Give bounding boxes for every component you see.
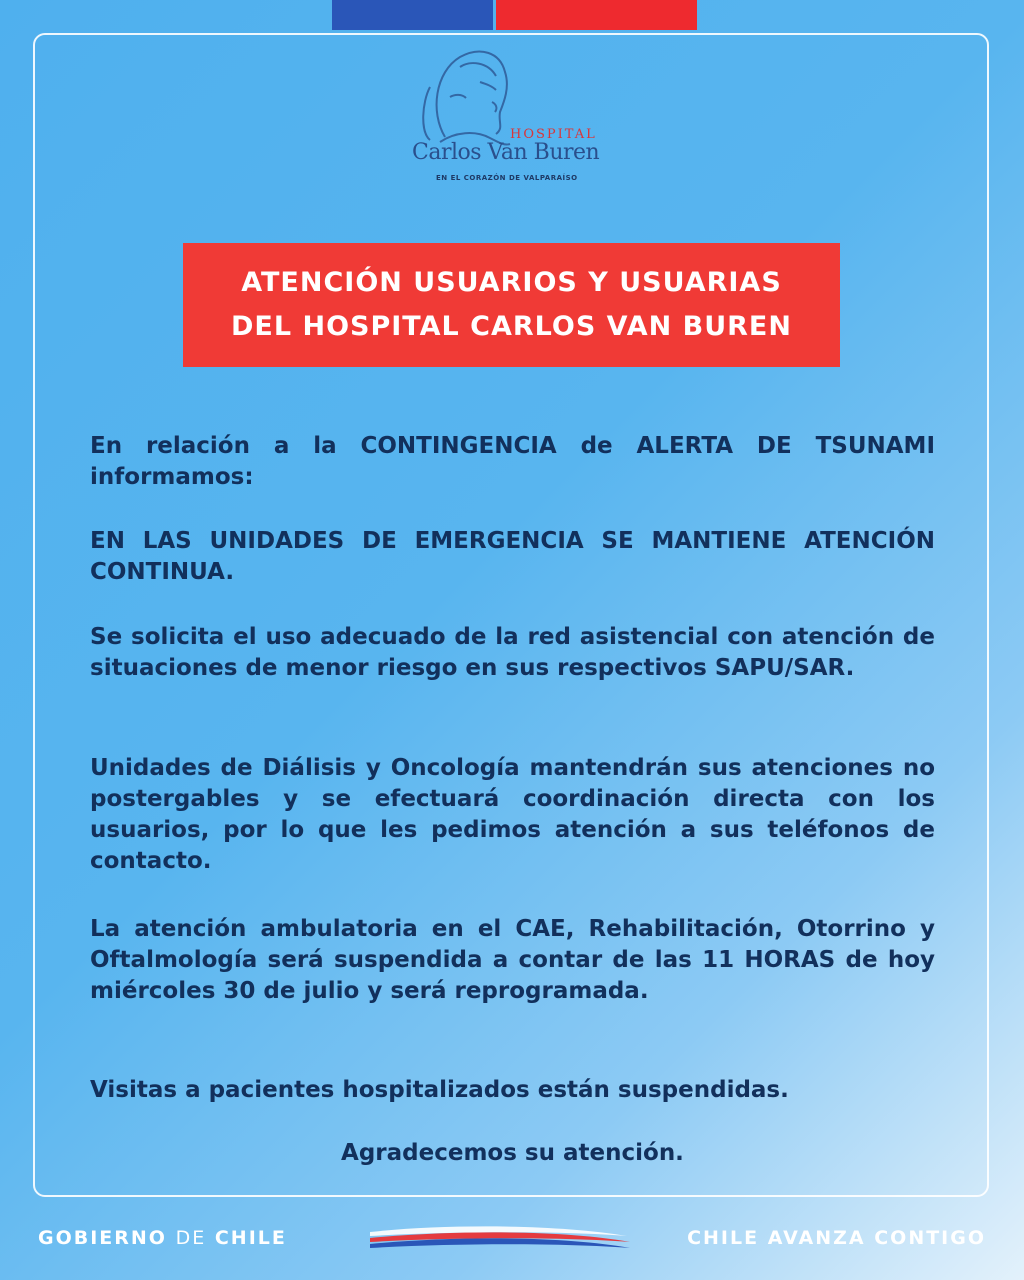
banner-line-1: ATENCIÓN USUARIOS Y USUARIAS — [241, 267, 782, 298]
closing-thanks: Agradecemos su atención. — [341, 1140, 684, 1166]
flag-blue-bar — [332, 0, 493, 30]
logo-hospital-name: Carlos Van Buren — [412, 140, 600, 165]
alert-banner — [183, 243, 840, 367]
paragraph-ambulatory: La atención ambulatoria en el CAE, Rehabilitación, Otorrino y Oftalmología será suspendida a contar de las 11 HORAS de hoy miércoles 30 de julio y será reprogramada. — [90, 916, 935, 1004]
paragraph-visits: Visitas a pacientes hospitalizados están suspendidas. — [90, 1077, 789, 1103]
logo-tagline: EN EL CORAZÓN DE VALPARAÍSO — [436, 174, 578, 182]
paragraph-network: Se solicita el uso adecuado de la red asistencial con atención de situaciones de menor riesgo en sus respectivos SAPU/SAR. — [90, 624, 935, 681]
logo-hospital-label: HOSPITAL — [510, 127, 597, 142]
content-frame — [33, 33, 989, 1197]
paragraph-contingency: En relación a la CONTINGENCIA de ALERTA DE TSUNAMI informamos: — [90, 433, 935, 490]
paragraph-emergency: EN LAS UNIDADES DE EMERGENCIA SE MANTIENE ATENCIÓN CONTINUA. — [90, 528, 935, 585]
footer-chile-avanza-contigo: CHILE AVANZA CONTIGO — [687, 1227, 986, 1249]
footer-gobierno-de-chile: GOBIERNO DE CHILE — [38, 1227, 287, 1249]
banner-line-2: DEL HOSPITAL CARLOS VAN BUREN — [231, 311, 792, 342]
hospital-logo-portrait — [400, 42, 630, 192]
paragraph-dialysis: Unidades de Diálisis y Oncología mantendrán sus atenciones no postergables y se efectuará coordinación directa con los usuarios, por lo que les pedimos atención a sus teléfonos de contacto. — [90, 755, 935, 874]
flag-red-bar — [496, 0, 697, 30]
government-swoosh-icon — [365, 1222, 635, 1258]
